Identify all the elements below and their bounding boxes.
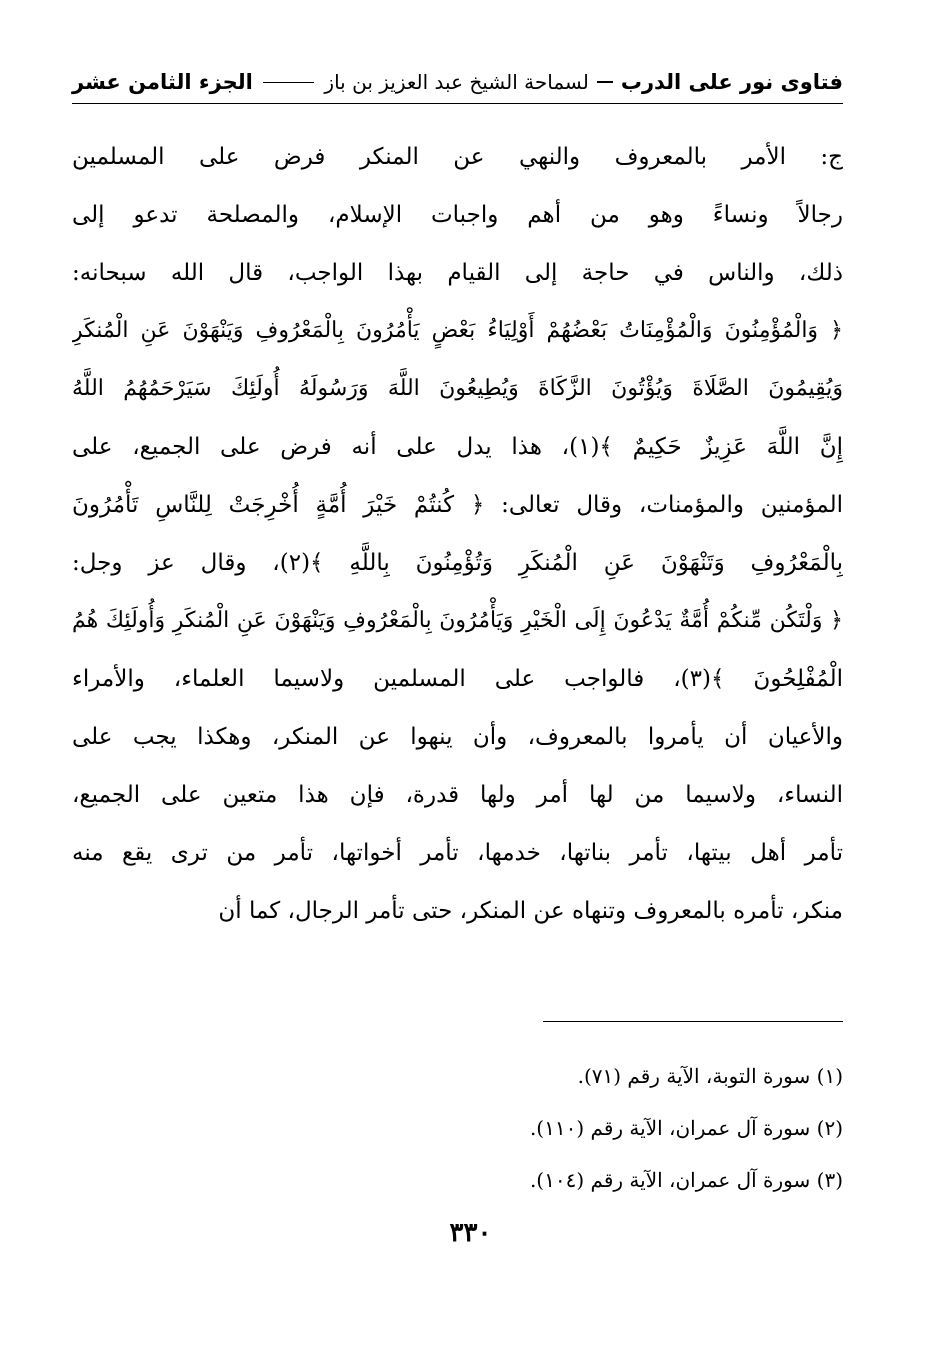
header-rule <box>72 103 843 104</box>
text-line: رجالاً ونساءً وهو من أهم واجبات الإسلام، والمصلحة تدعو إلى <box>72 202 843 228</box>
running-header <box>72 62 843 102</box>
footnotes <box>72 1050 843 1206</box>
header-right <box>324 70 843 94</box>
text-line: الْمُفْلِحُونَ ﴾(٣)، فالواجب على المسلمين ولاسيما العلماء، والأمراء <box>72 666 843 692</box>
header-line <box>263 82 315 83</box>
quran-verse-line: وَيُقِيمُونَ الصَّلَاةَ وَيُؤْتُونَ الزَّكَاةَ وَيُطِيعُونَ اللَّهَ وَرَسُولَهُ أُولَئِكَ سَيَرْحَمُهُمُ اللَّهُ <box>72 376 843 401</box>
header-dash <box>597 81 613 83</box>
quran-verse-line: ﴿ وَالْمُؤْمِنُونَ وَالْمُؤْمِنَاتُ بَعْضُهُمْ أَوْلِيَاءُ بَعْضٍ يَأْمُرُونَ بِالْمَعْرُوفِ وَيَنْهَوْنَ عَنِ الْمُنكَرِ <box>72 318 843 343</box>
footnote-item: (٢) سورة آل عمران، الآية رقم (١١٠). <box>529 1116 843 1140</box>
quran-verse-line: ﴿ وَلْتَكُن مِّنكُمْ أُمَّةٌ يَدْعُونَ إِلَى الْخَيْرِ وَيَأْمُرُونَ بِالْمَعْرُوفِ وَيَنْهَوْنَ عَنِ الْمُنكَرِ وَأُولَئِكَ هُمُ <box>72 608 843 633</box>
text-line: إِنَّ اللَّهَ عَزِيزٌ حَكِيمٌ ﴾(١)، هذا يدل على أنه فرض على الجميع، على <box>72 434 843 460</box>
book-title: فتاوى نور على الدرب <box>620 70 843 94</box>
main-text <box>72 128 843 940</box>
footnote-rule <box>543 1021 843 1022</box>
author-credit: لسماحة الشيخ عبد العزيز بن باز <box>324 70 589 94</box>
text-line: والأعيان أن يأمروا بالمعروف، وأن ينهوا عن المنكر، وهكذا يجب على <box>72 724 843 750</box>
text-line: المؤمنين والمؤمنات، وقال تعالى: ﴿ كُنتُمْ خَيْرَ أُمَّةٍ أُخْرِجَتْ لِلنَّاسِ تَأْمُرُونَ <box>72 492 843 518</box>
footnote-item: (١) سورة التوبة، الآية رقم (٧١). <box>577 1064 843 1088</box>
page-number: ٣٣٠ <box>449 1218 492 1248</box>
text-line: ج: الأمر بالمعروف والنهي عن المنكر فرض على المسلمين <box>72 144 843 170</box>
text-line: تأمر أهل بيتها، تأمر بناتها، خدمها، تأمر أخواتها، تأمر من ترى يقع منه <box>72 840 843 866</box>
volume-label: الجزء الثامن عشر <box>72 70 253 94</box>
text-line: النساء، ولاسيما من لها أمر ولها قدرة، فإن هذا متعين على الجميع، <box>72 782 843 808</box>
text-line: ذلك، والناس في حاجة إلى القيام بهذا الواجب، قال الله سبحانه: <box>72 260 843 286</box>
text-line: بِالْمَعْرُوفِ وَتَنْهَوْنَ عَنِ الْمُنكَرِ وَتُؤْمِنُونَ بِاللَّهِ ﴾(٢)، وقال عز وجل: <box>72 550 843 576</box>
text-line: منكر، تأمره بالمعروف وتنهاه عن المنكر، حتى تأمر الرجال، كما أن <box>218 898 843 924</box>
footnote-item: (٣) سورة آل عمران، الآية رقم (١٠٤). <box>529 1168 843 1192</box>
